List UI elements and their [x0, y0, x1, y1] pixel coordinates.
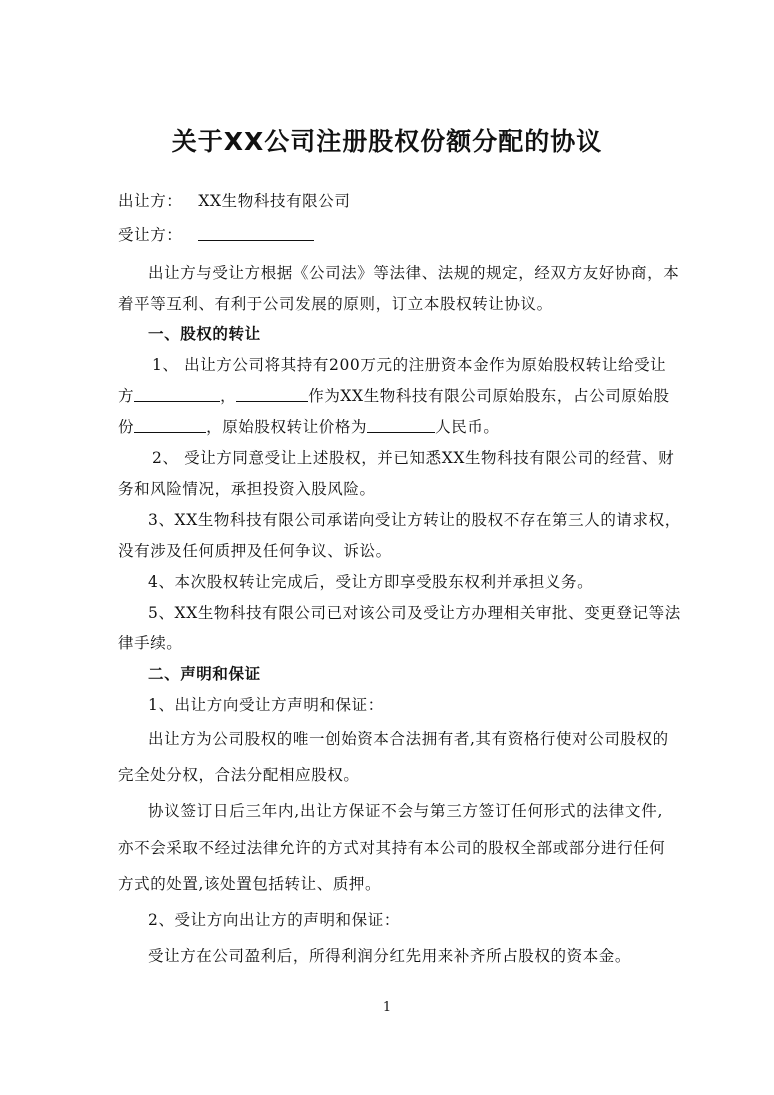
- intro-line-1: 出让方与受让方根据《公司法》等法律、法规的规定，经双方友好协商，本: [148, 264, 680, 282]
- s2-p1-line1: 出让方为公司股权的唯一创始资本合法拥有者,其有资格行使对公司股权的: [148, 730, 669, 748]
- s1-item1-line2: [118, 385, 670, 407]
- s1-item5-line1: 5、XX生物科技有限公司已对该公司及受让方办理相关审批、变更登记等法: [148, 604, 681, 622]
- s1-item4: 4、本次股权转让完成后，受让方即享受股东权利并承担义务。: [148, 573, 594, 591]
- price-blank: [367, 416, 435, 433]
- transferee-name-blank: [198, 224, 314, 241]
- transferor-name: XX生物科技有限公司: [198, 192, 351, 210]
- s1-item1-line1: 1、 出让方公司将其持有200万元的注册资本金作为原始股权转让给受让: [152, 356, 667, 374]
- s2-p1-line2: 完全处分权，合法分配相应股权。: [118, 766, 360, 784]
- s1-item5-line2: 律手续。: [118, 634, 183, 652]
- s1-item2-line2: 务和风险情况，承担投资入股风险。: [118, 480, 376, 498]
- s1-item1-text-d: 份: [118, 418, 135, 436]
- transferor-line: [118, 190, 663, 212]
- s2-p2-line2: 亦不会采取不经过法律允许的方式对其持有本公司的股权全部或部分进行任何: [118, 839, 666, 857]
- s1-item1-line3: [118, 416, 663, 438]
- s2-p2-line3: 方式的处置,该处置包括转让、质押。: [118, 875, 382, 893]
- section1-heading: 一、股权的转让: [148, 325, 261, 343]
- s1-item3-line1: 3、XX生物科技有限公司承诺向受让方转让的股权不存在第三人的请求权，: [148, 511, 681, 529]
- s1-item1-text-e: ，原始股权转让价格为: [206, 418, 368, 436]
- s2-sub1: 1、出让方向受让方声明和保证：: [148, 696, 384, 714]
- s1-item2-line1: 2、 受让方同意受让上述股权，并已知悉XX生物科技有限公司的经营、财: [152, 449, 675, 467]
- s1-item1-text-f: 人民币。: [435, 418, 500, 436]
- section2-heading: 二、声明和保证: [148, 665, 261, 683]
- transferor-label: 出让方：: [118, 192, 183, 210]
- transferee-blank-1: [134, 385, 220, 402]
- document-title: 关于XX公司注册股权份额分配的协议: [171, 127, 603, 156]
- s1-item1-text-a: 方: [118, 387, 135, 405]
- s2-sub2: 2、受让方向出让方的声明和保证：: [148, 911, 400, 929]
- s2-p3: 受让方在公司盈利后，所得利润分红先用来补齐所占股权的资本金。: [148, 947, 632, 965]
- s1-item1-text-b: ，: [220, 387, 237, 405]
- transferee-line: [118, 224, 663, 246]
- s1-item1-text-c: 作为XX生物科技有限公司原始股东，占公司原始股: [308, 387, 670, 405]
- share-blank: [134, 416, 206, 433]
- transferee-blank-2: [236, 385, 308, 402]
- transferee-label: 受让方：: [118, 226, 183, 244]
- s1-item3-line2: 没有涉及任何质押及任何争议、诉讼。: [118, 542, 392, 560]
- s2-p2-line1: 协议签订日后三年内,出让方保证不会与第三方签订任何形式的法律文件,: [148, 802, 663, 820]
- page-number: 1: [382, 1000, 392, 1015]
- intro-line-2: 着平等互利、有利于公司发展的原则，订立本股权转让协议。: [118, 295, 553, 313]
